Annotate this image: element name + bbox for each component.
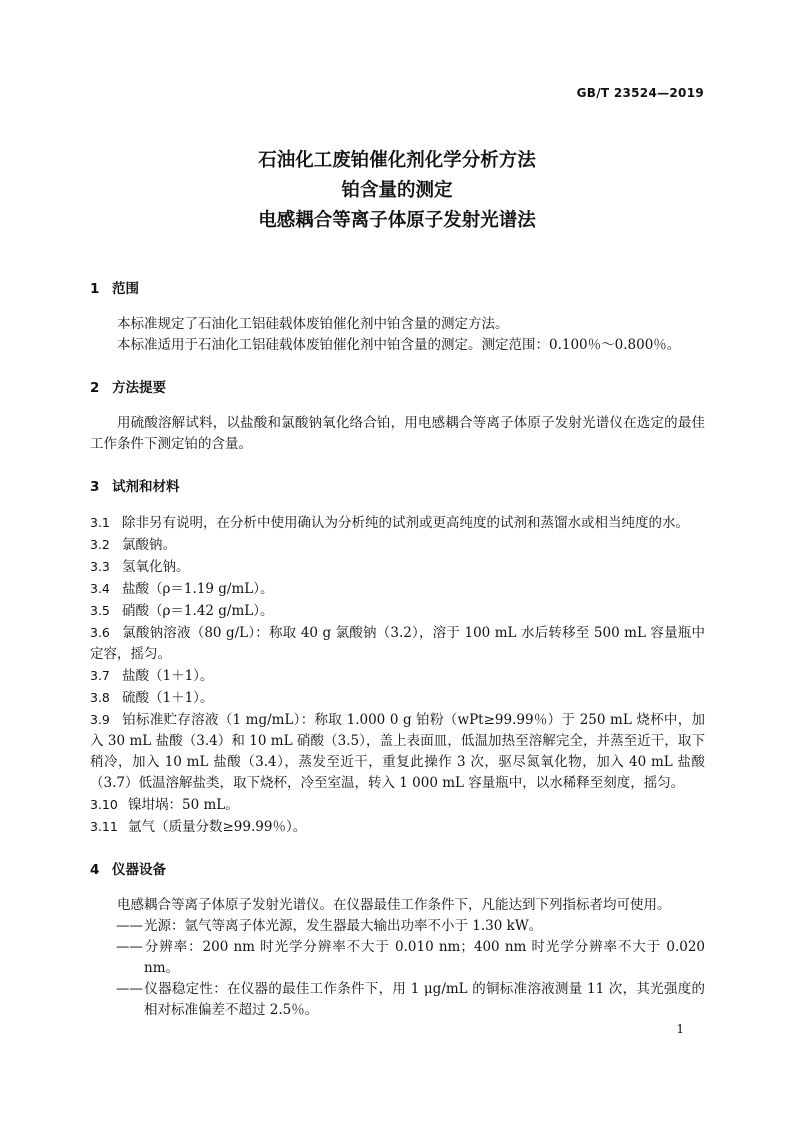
section-heading-apparatus xyxy=(90,860,705,881)
dash-text: 光源：氩气等离子体光源，发生器最大输出功率不小于 1.30 kW。 xyxy=(144,918,543,934)
list-item xyxy=(90,816,705,838)
item-text: 铂标准贮存溶液（1 mg/mL）：称取 1.000 0 g 铂粉（wPt≥99.99％）于 250 mL 烧杯中，加入 30 mL 盐酸（3.4）和 10 mL 硝酸（3.5），盖上表面皿，低温加热至溶解完全，并蒸至近干，取下稍冷，加入 10 mL 盐酸（3.4），蒸发至近干，重复此操作 3 次，驱尽氮氧化物，加入 40 mL 盐酸（3.7）低温溶解盐类，取下烧杯，冷至室温，转入 1 000 mL 容量瓶中，以水稀释至刻度，摇匀。 xyxy=(90,712,705,791)
section-heading-scope xyxy=(90,279,705,300)
item-number: 3.3 xyxy=(90,559,110,574)
section-heading-reagents xyxy=(90,477,705,498)
item-text: 盐酸（1＋1）。 xyxy=(122,668,214,684)
item-text: 硝酸（ρ＝1.42 g/mL）。 xyxy=(122,603,274,619)
item-text: 硫酸（1＋1）。 xyxy=(122,690,214,706)
dash-mark: —— xyxy=(116,981,143,997)
dash-mark: —— xyxy=(116,939,143,955)
document-body xyxy=(90,279,705,1021)
item-number: 3.6 xyxy=(90,625,110,640)
dash-item xyxy=(90,979,705,1021)
section-heading-principle xyxy=(90,378,705,399)
title-line-1: 石油化工废铂催化剂化学分析方法 xyxy=(258,150,536,171)
section-title: 试剂和材料 xyxy=(112,479,180,495)
item-number: 3.7 xyxy=(90,668,110,683)
list-item xyxy=(90,600,705,622)
list-item xyxy=(90,665,705,687)
list-item xyxy=(90,687,705,709)
section-number: 4 xyxy=(90,862,100,878)
paragraph: 本标准规定了石油化工铝硅载体废铂催化剂中铂含量的测定方法。 xyxy=(117,316,509,332)
item-number: 3.10 xyxy=(90,797,118,812)
list-item xyxy=(90,794,705,816)
dash-item xyxy=(90,916,705,937)
list-item xyxy=(90,556,705,578)
section-number: 2 xyxy=(90,380,100,396)
list-item xyxy=(90,534,705,556)
list-item xyxy=(90,578,705,600)
item-text: 镍坩埚：50 mL。 xyxy=(128,797,239,813)
title-line-2: 铂含量的测定 xyxy=(341,180,453,201)
item-number: 3.9 xyxy=(90,712,110,727)
dash-text: 仪器稳定性：在仪器的最佳工作条件下，用 1 μg/mL 的铜标准溶液测量 11 次，其光强度的相对标准偏差不超过 2.5％。 xyxy=(144,981,705,1018)
item-number: 3.2 xyxy=(90,537,110,552)
item-number: 3.4 xyxy=(90,581,110,596)
standard-code: GB/T 23524—2019 xyxy=(576,86,704,100)
item-number: 3.11 xyxy=(90,819,118,834)
reagent-list xyxy=(90,512,705,838)
paragraph: 用硫酸溶解试料，以盐酸和氯酸钠氧化络合铂，用电感耦合等离子体原子发射光谱仪在选定的最佳工作条件下测定铂的含量。 xyxy=(90,415,705,452)
list-item xyxy=(90,622,705,665)
section-title: 方法提要 xyxy=(112,380,166,396)
item-number: 3.5 xyxy=(90,603,110,618)
paragraph: 本标准适用于石油化工铝硅载体废铂催化剂中铂含量的测定。测定范围：0.100％～0.800％。 xyxy=(117,337,681,353)
section-number: 3 xyxy=(90,479,100,495)
list-item xyxy=(90,512,705,534)
item-number: 3.1 xyxy=(90,515,110,530)
paragraph: 电感耦合等离子体原子发射光谱仪。在仪器最佳工作条件下，凡能达到下列指标者均可使用。 xyxy=(117,897,671,913)
item-number: 3.8 xyxy=(90,690,110,705)
section-title: 范围 xyxy=(112,281,139,297)
item-text: 氯酸钠。 xyxy=(122,537,176,553)
section-number: 1 xyxy=(90,281,100,297)
list-item xyxy=(90,709,705,794)
dash-item xyxy=(90,937,705,979)
item-text: 氢氧化钠。 xyxy=(122,559,190,575)
item-text: 氩气（质量分数≥99.99％）。 xyxy=(128,819,307,835)
item-text: 盐酸（ρ＝1.19 g/mL）。 xyxy=(122,581,274,597)
item-text: 氯酸钠溶液（80 g/L）：称取 40 g 氯酸钠（3.2），溶于 100 mL 水后转移至 500 mL 容量瓶中定容，摇匀。 xyxy=(90,625,705,662)
page-number: 1 xyxy=(676,1022,684,1036)
item-text: 除非另有说明，在分析中使用确认为分析纯的试剂或更高纯度的试剂和蒸馏水或相当纯度的水。 xyxy=(122,515,689,531)
section-title: 仪器设备 xyxy=(112,862,166,878)
dash-mark: —— xyxy=(116,918,143,934)
document-title xyxy=(0,146,794,236)
title-line-3: 电感耦合等离子体原子发射光谱法 xyxy=(258,210,536,231)
dash-text: 分辨率：200 nm 时光学分辨率不大于 0.010 nm；400 nm 时光学分辨率不大于 0.020 nm。 xyxy=(144,939,705,976)
